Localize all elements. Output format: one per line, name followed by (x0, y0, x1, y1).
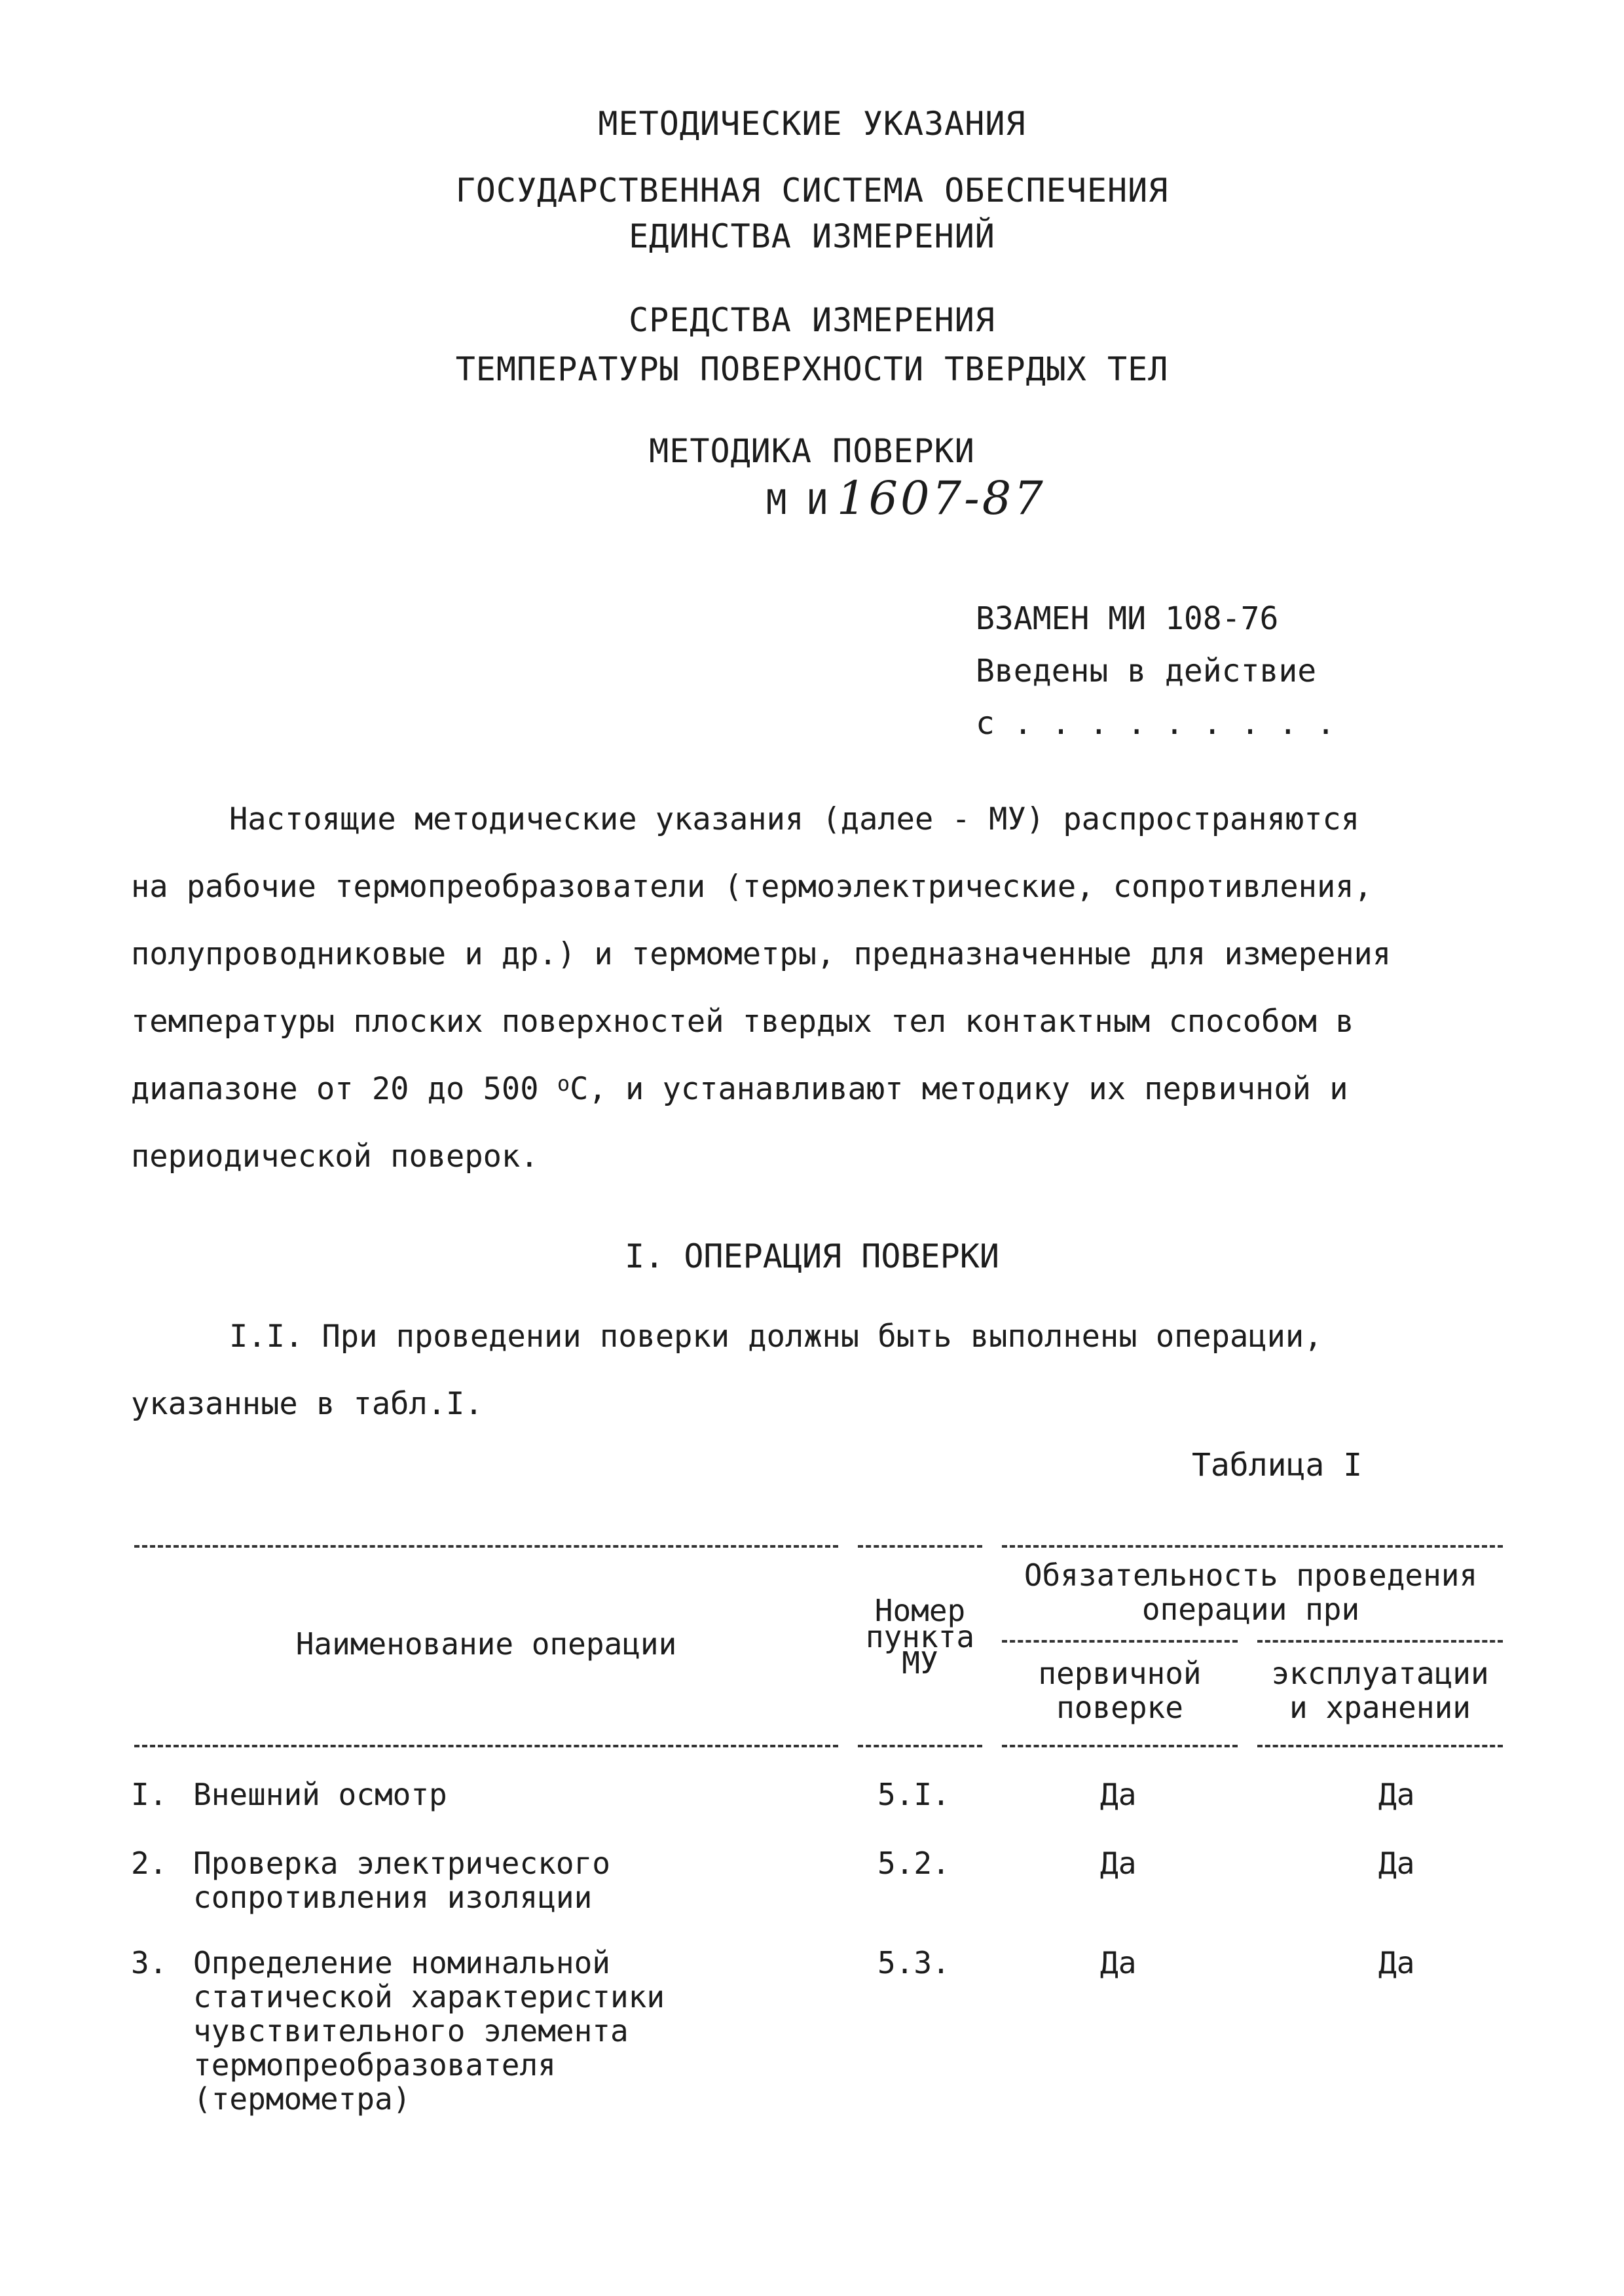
table-header-bottom-rule (1257, 1745, 1503, 1747)
row-operation-line: сопротивления изоляции (193, 1880, 593, 1915)
row-operation: Да (1378, 1846, 1415, 1881)
doc-type-title: МЕТОДИЧЕСКИЕ УКАЗАНИЯ (598, 105, 1026, 143)
clause-paragraph (131, 1303, 1519, 1438)
intro-range-text-end: С, и устанавливают методику их первичной и (570, 1071, 1348, 1107)
method-title: МЕТОДИКА ПОВЕРКИ (649, 432, 975, 470)
header-operation-name: Наименование операции (295, 1626, 677, 1662)
row-operation-name (193, 1846, 769, 1914)
table-header-bottom-rule (134, 1745, 838, 1747)
clause-line: I.I. При проведении поверки должны быть выполнены операции, (229, 1319, 1323, 1355)
intro-line: на рабочие термопреобразователи (термоэлектрические, сопротивления, (131, 869, 1373, 905)
section-title: I. ОПЕРАЦИЯ ПОВЕРКИ (625, 1237, 999, 1275)
effective-date: с . . . . . . . . . (976, 705, 1336, 742)
row-primary: Да (1100, 1945, 1137, 1980)
table-subheader-rule (1257, 1640, 1503, 1643)
header-clause-number (845, 1593, 995, 1681)
header-clause-line: Номер (874, 1593, 966, 1628)
row-operation-line: чувствительного элемента (193, 2013, 629, 2049)
table-top-rule (134, 1545, 838, 1548)
header-primary-line: первичной (1038, 1656, 1202, 1691)
header-clause-line: пункта (865, 1619, 975, 1654)
intro-line: температуры плоских поверхностей твердых тел контактным способом в (131, 1004, 1354, 1040)
table-top-rule (1002, 1545, 1503, 1548)
row-operation-line: Проверка электрического (193, 1846, 610, 1881)
system-title-line1: ГОСУДАРСТВЕННАЯ СИСТЕМА ОБЕСПЕЧЕНИЯ (455, 172, 1169, 210)
row-operation-name (193, 1946, 769, 2116)
table-caption: Таблица I (1192, 1447, 1363, 1484)
document-number-handwritten: 1607-87 (836, 471, 1046, 525)
header-obligation-line: операции при (1141, 1592, 1360, 1627)
row-operation-line: (термометра) (193, 2081, 411, 2117)
intro-line: полупроводниковые и др.) и термометры, предназначенные для измерения (131, 936, 1392, 972)
row-index: I. (131, 1777, 168, 1812)
header-obligation (989, 1558, 1513, 1626)
header-operation-line: и хранении (1289, 1690, 1471, 1725)
header-operation-line: эксплуатации (1271, 1656, 1489, 1691)
header-primary (995, 1656, 1244, 1724)
document-number (766, 471, 1046, 525)
intro-paragraph (131, 786, 1519, 1190)
row-operation-line: Определение номинальной (193, 1945, 610, 1980)
document-number-prefix: М И (766, 483, 828, 522)
table-subheader-rule (1002, 1640, 1238, 1643)
replaces-note: ВЗАМЕН МИ 108-76 (976, 600, 1279, 637)
intro-line: периодической поверок. (131, 1139, 539, 1175)
row-operation-line: термопреобразователя (193, 2047, 556, 2083)
effective-note: Введены в действие (976, 653, 1317, 689)
replacement-block (976, 592, 1335, 750)
header-clause-line: МУ (902, 1645, 938, 1681)
intro-line (131, 1055, 1519, 1123)
intro-line: Настоящие методические указания (далее - МУ) распространяются (229, 801, 1360, 837)
subject-title-line2: ТЕМПЕРАТУРЫ ПОВЕРХНОСТИ ТВЕРДЫХ ТЕЛ (455, 350, 1169, 388)
row-index: 2. (131, 1846, 168, 1881)
table-top-rule (858, 1545, 982, 1548)
row-primary: Да (1100, 1846, 1137, 1881)
row-operation-line: статической характеристики (193, 1979, 665, 2014)
header-primary-line: поверке (1056, 1690, 1183, 1725)
row-clause: 5.2. (877, 1846, 950, 1881)
row-operation-line: Внешний осмотр (193, 1777, 447, 1812)
clause-line: указанные в табл.I. (131, 1386, 483, 1422)
row-clause: 5.I. (877, 1777, 950, 1812)
row-operation-name (193, 1777, 769, 1812)
subject-title-line1: СРЕДСТВА ИЗМЕРЕНИЯ (629, 301, 995, 339)
row-operation: Да (1378, 1945, 1415, 1980)
table-header-bottom-rule (1002, 1745, 1238, 1747)
table-header-bottom-rule (858, 1745, 982, 1747)
intro-range-text: диапазоне от 20 до 500 (131, 1071, 557, 1107)
row-primary: Да (1100, 1777, 1137, 1812)
row-index: 3. (131, 1945, 168, 1980)
header-obligation-line: Обязательность проведения (1024, 1558, 1478, 1593)
header-operation (1251, 1656, 1509, 1724)
row-clause: 5.3. (877, 1945, 950, 1980)
system-title-line2: ЕДИНСТВА ИЗМЕРЕНИЙ (629, 217, 995, 255)
row-operation: Да (1378, 1777, 1415, 1812)
degree-sign: о (557, 1071, 570, 1096)
